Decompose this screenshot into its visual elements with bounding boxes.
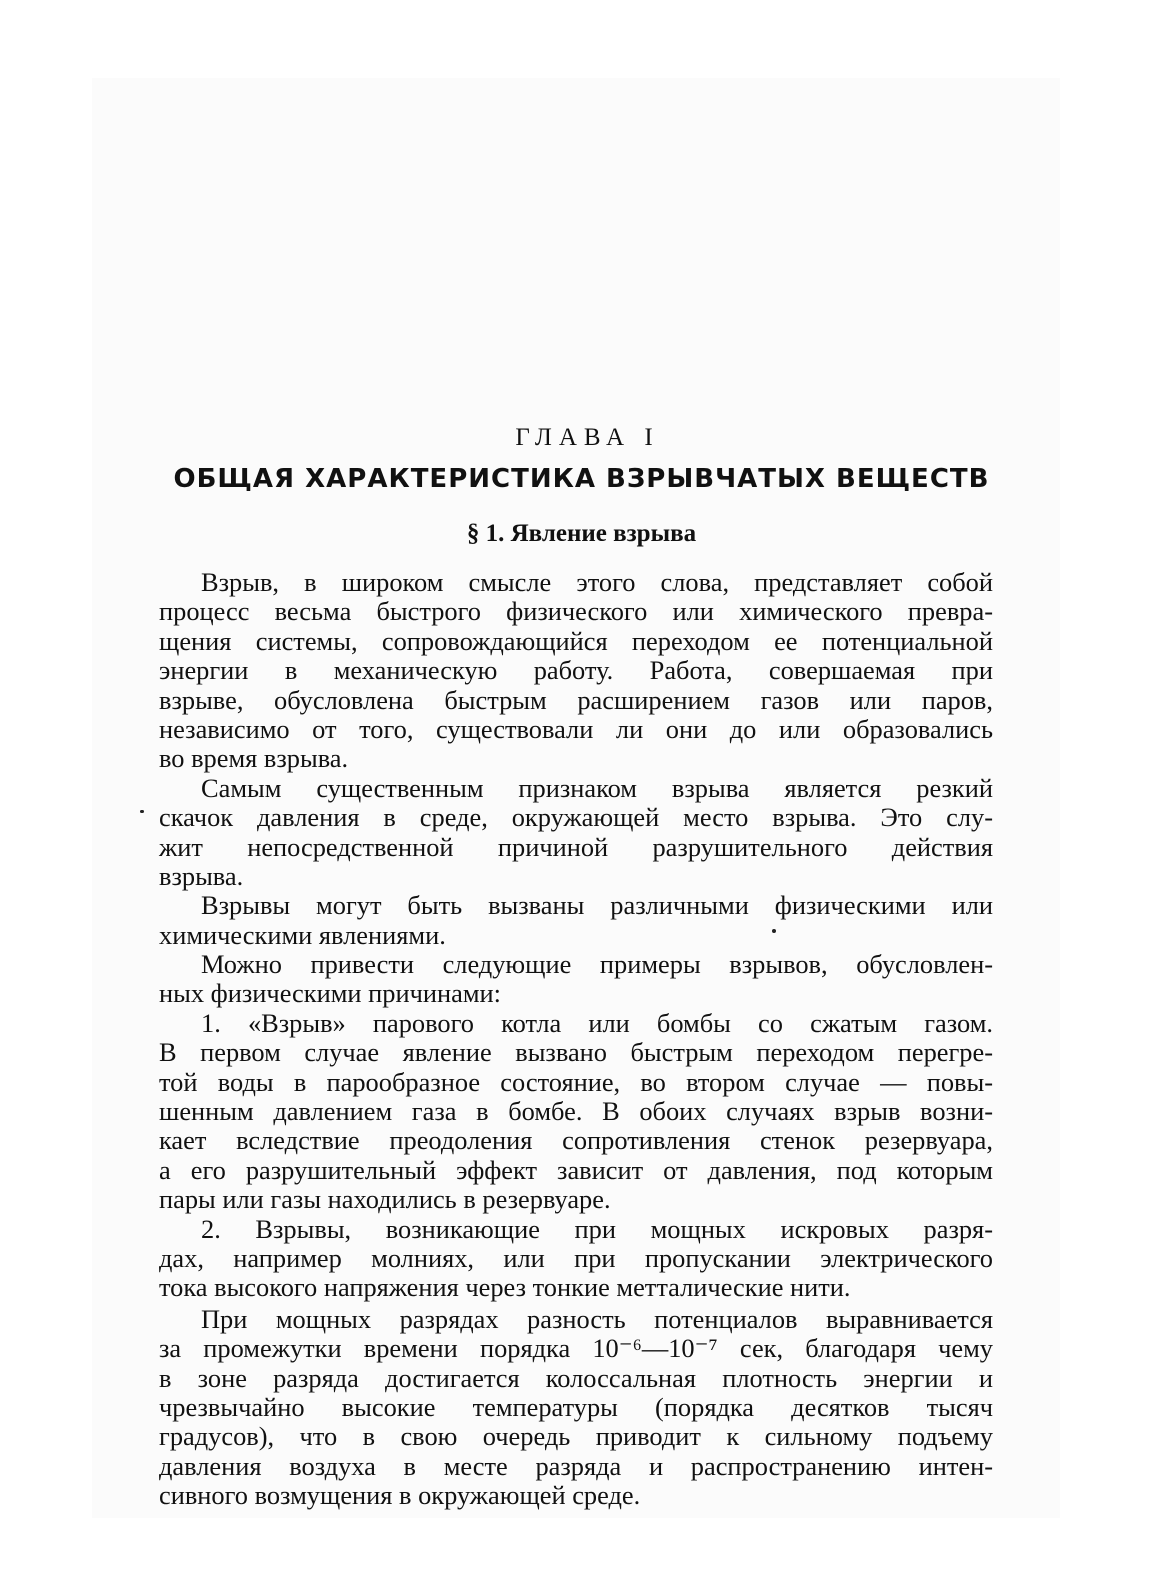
text-line: В первом случае явление вызвано быстрым переходом перегре- (159, 1037, 993, 1068)
text-line: 1. «Взрыв» парового котла или бомбы со сжатым газом. (201, 1007, 993, 1038)
text-line: дах, например молниях, или при пропускании электрического (159, 1242, 993, 1273)
paragraph-3 (159, 891, 993, 950)
text-line: взрыва. (159, 860, 244, 891)
text-line: градусов), что в свою очередь приводит к сильному подъему (159, 1421, 993, 1452)
scan-speck (140, 810, 144, 813)
text-line: во время взрыва. (159, 743, 349, 774)
text-line: той воды в парообразное состояние, во втором случае — повы- (159, 1066, 993, 1097)
text-line: чрезвычайно высокие температуры (порядка десятков тысяч (159, 1391, 993, 1422)
text-line: независимо от того, существовали ли они до или образовались (159, 713, 993, 744)
text-line: тока высокого напряжения через тонкие метталические нити. (159, 1272, 851, 1303)
text-line: энергии в механическую работу. Работа, совершаемая при (159, 655, 993, 686)
text-line: щения системы, сопровождающийся переходом ее потенциальной (159, 625, 993, 656)
text-line: шенным давлением газа в бомбе. В обоих случаях взрыв возни- (159, 1096, 993, 1127)
text-line: скачок давления в среде, окружающей место взрыва. Это слу- (159, 802, 993, 833)
body-text (159, 568, 993, 1511)
text-line: химическими явлениями. (159, 919, 446, 950)
scan-speck (772, 929, 776, 933)
text-line: Взрывы могут быть вызваны различными физическими или (201, 890, 993, 921)
paragraph-7 (159, 1305, 993, 1511)
text-line: процесс весьма быстрого физического или химического превра- (159, 596, 993, 627)
text-line: 2. Взрывы, возникающие при мощных искровых разря- (201, 1213, 993, 1244)
text-line: взрыве, обусловлена быстрым расширением газов или паров, (159, 684, 993, 715)
text-line: а его разрушительный эффект зависит от давления, под которым (159, 1154, 993, 1185)
paragraph-4 (159, 950, 993, 1009)
text-line: ных физическими причинами: (159, 978, 501, 1009)
text-line: Самым существенным признаком взрыва является резкий (201, 772, 993, 803)
text-line: При мощных разрядах разность потенциалов выравнивается (201, 1303, 993, 1334)
text-line: пары или газы находились в резервуаре. (159, 1184, 611, 1215)
text-line: сивного возмущения в окружающей среде. (159, 1480, 641, 1511)
paragraph-5 (159, 1009, 993, 1215)
text-line: в зоне разряда достигается колоссальная плотность энергии и (159, 1362, 993, 1393)
paragraph-2 (159, 774, 993, 892)
text-line: давления воздуха в месте разряда и распространению интен- (159, 1450, 993, 1481)
text-line: кает вследствие преодоления сопротивления стенок резервуара, (159, 1125, 993, 1156)
chapter-title: ОБЩАЯ ХАРАКТЕРИСТИКА ВЗРЫВЧАТЫХ ВЕЩЕСТВ (173, 464, 990, 494)
text-line: за промежутки времени порядка 10⁻⁶—10⁻⁷ сек, благодаря чему (159, 1333, 993, 1364)
paragraph-6 (159, 1215, 993, 1303)
text-line: Взрыв, в широком смысле этого слова, представляет собой (201, 567, 993, 597)
paragraph-1 (159, 568, 993, 774)
chapter-label: ГЛАВА I (515, 424, 660, 451)
section-title: § 1. Явление взрыва (466, 520, 697, 547)
text-line: жит непосредственной причиной разрушительного действия (159, 831, 993, 862)
text-line: Можно привести следующие примеры взрывов, обусловлен- (201, 949, 993, 980)
